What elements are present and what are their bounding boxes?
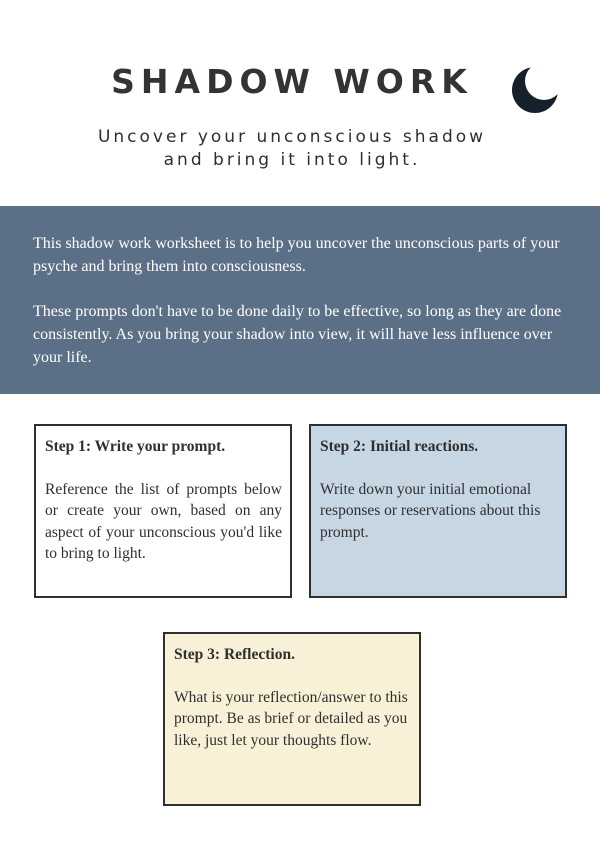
page-subtitle [0,126,584,172]
subtitle-line-2: and bring it into light. [163,150,421,170]
step-3-card [163,632,421,806]
step-1-heading: Step 1: Write your prompt. [45,438,226,455]
step-2-heading: Step 2: Initial reactions. [320,438,479,455]
subtitle-line-1: Uncover your unconscious shadow [97,127,487,147]
step-2-card [309,424,567,598]
step-2-body: Write down your initial emotional responses or reservations about this prompt. [320,480,541,541]
crescent-moon-icon [508,66,560,114]
intro-banner [0,206,600,394]
step-1-body: Reference the list of prompts below or create your own, based on any aspect of your unconscious you'd like to bring to light. [45,480,282,562]
intro-paragraph-2: These prompts don't have to be done daily to be effective, so long as they are done consistently. As you bring your shadow into view, it will have less influence over your life. [33,303,562,366]
step-3-heading: Step 3: Reflection. [174,646,295,663]
page-title: SHADOW WORK [111,62,473,101]
step-3-body: What is your reflection/answer to this prompt. Be as brief or detailed as you like, just let your thoughts flow. [174,688,408,749]
step-1-card [34,424,292,598]
intro-paragraph-1: This shadow work worksheet is to help you uncover the unconscious parts of your psyche and bring them into consciousness. [33,235,560,275]
